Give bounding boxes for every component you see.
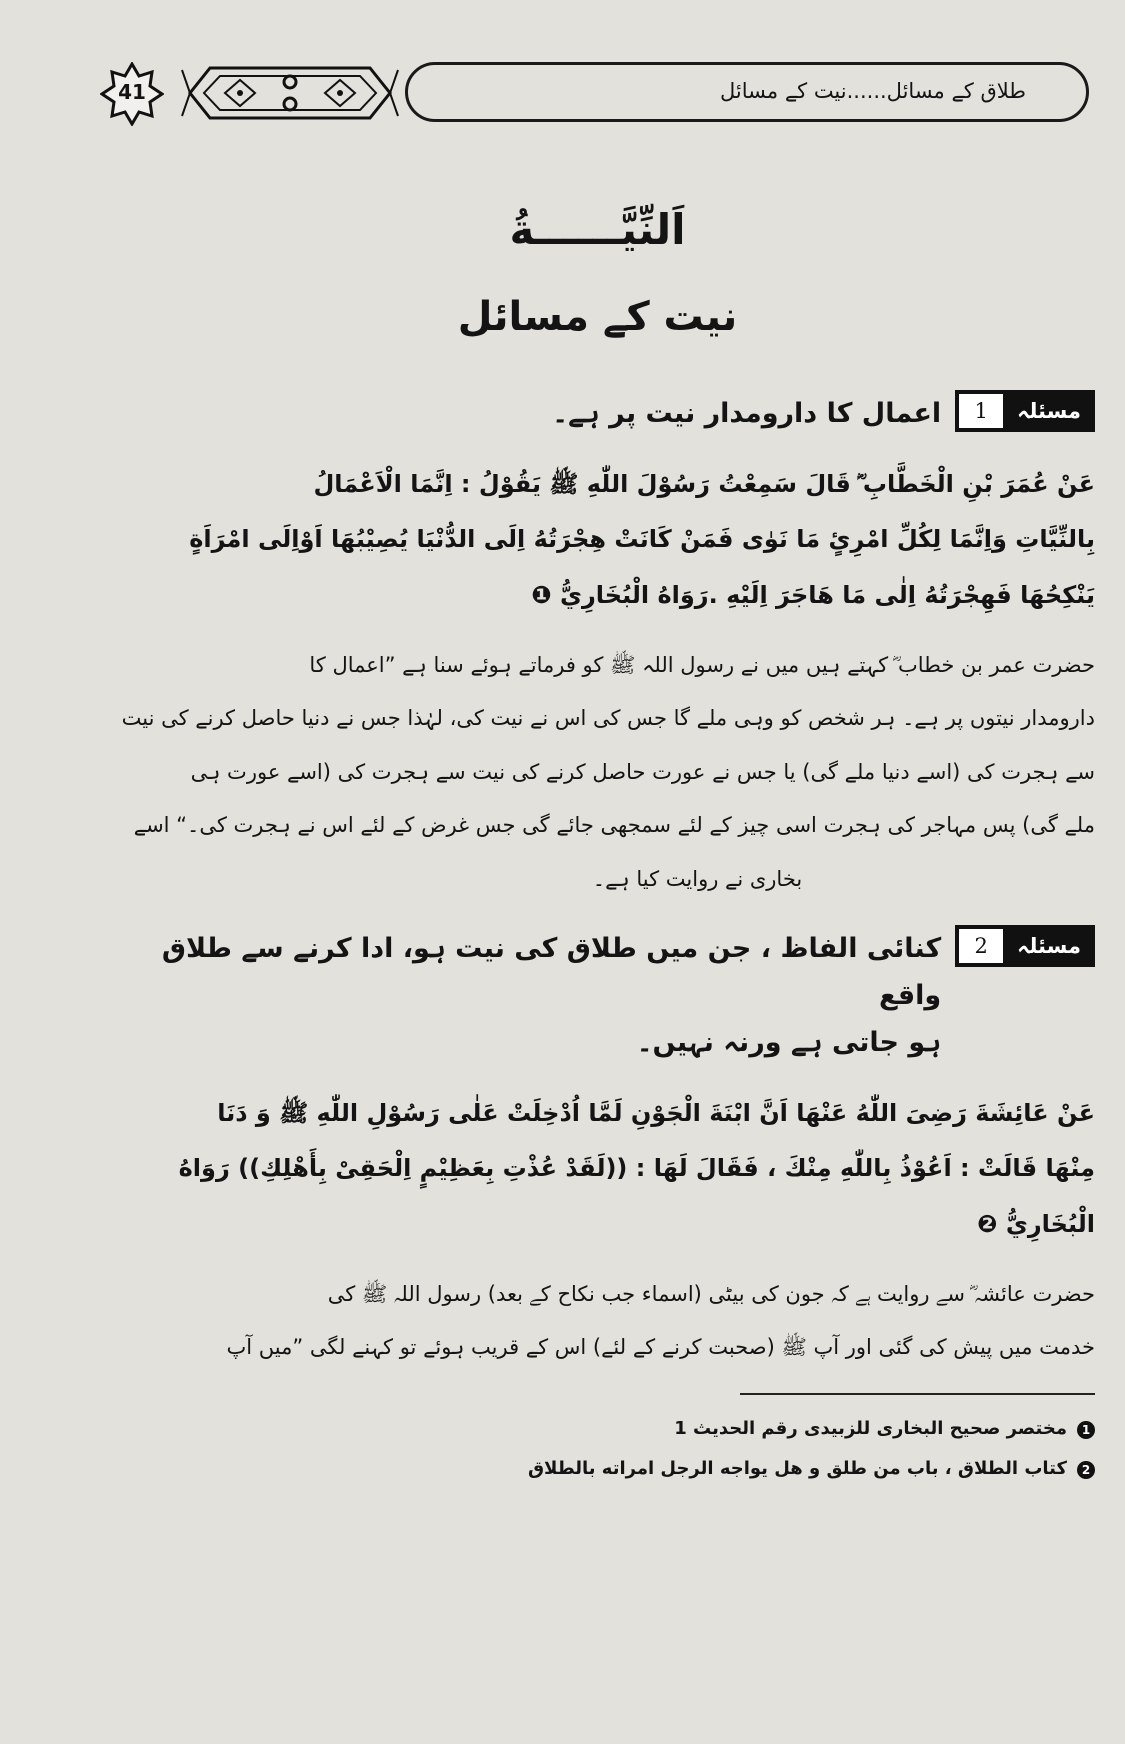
arabic-line: الْبُخَارِيُّ ❷ xyxy=(977,1209,1095,1238)
footnote-marker: 1 xyxy=(1077,1421,1095,1439)
header-ornament-icon xyxy=(180,60,400,126)
urdu-line: خدمت میں پیش کی گئی اور آپ ﷺ (صحبت کرنے کے لئے) اس کے قریب ہوئے تو کہنے لگی ”میں آپ xyxy=(226,1335,1095,1360)
page-header xyxy=(0,0,1125,140)
heading-line: اعمال کا دارومدار نیت پر ہے۔ xyxy=(552,398,942,429)
footnote-1 xyxy=(100,1409,1095,1449)
masala-label: مسئلہ xyxy=(1017,399,1081,423)
section-1-header xyxy=(100,390,1095,437)
section-1-urdu-translation xyxy=(100,639,1095,907)
urdu-line: حضرت عمر بن خطاب ؓ کہتے ہیں میں نے رسول اللہ ﷺ کو فرماتے ہوئے سنا ہے ”اعمال کا xyxy=(309,652,1095,677)
urdu-line: سے ہجرت کی (اسے دنیا ملے گی) یا جس نے عورت حاصل کرنے کی نیت سے ہجرت کی (اسے عورت ہی xyxy=(190,759,1095,784)
urdu-line: دارومدار نیتوں پر ہے۔ ہر شخص کو وہی ملے گا جس کی اس نے نیت کی، لہٰذا جس نے دنیا حاصل کرنے کی نیت xyxy=(121,706,1095,731)
section-2-arabic-hadith xyxy=(100,1086,1095,1252)
running-title-frame xyxy=(405,62,1089,122)
page-number: 41 xyxy=(118,80,146,104)
heading-line: کنائی الفاظ ، جن میں طلاق کی نیت ہو، ادا کرنے سے طلاق واقع xyxy=(161,932,942,1011)
masala-label: مسئلہ xyxy=(1017,933,1081,958)
footnote-2 xyxy=(100,1449,1095,1489)
arabic-line: عَنْ عُمَرَ بْنِ الْخَطَّابِ ؓ قَالَ سَمِعْتُ رَسُوْلَ اللّٰهِ ﷺ يَقُوْلُ : اِنَّمَا الْاَعْمَالُ xyxy=(313,470,1095,499)
masala-number: 2 xyxy=(959,929,1003,963)
urdu-chapter-title: نیت کے مسائل xyxy=(457,294,738,340)
masala-badge-2 xyxy=(955,925,1095,967)
masala-badge-1 xyxy=(955,390,1095,432)
heading-line: ہو جاتی ہے ورنہ نہیں۔ xyxy=(636,1027,942,1059)
urdu-line: بخاری نے روایت کیا ہے۔ xyxy=(592,867,803,891)
page-body xyxy=(100,205,1095,1488)
arabic-line: عَنْ عَائِشَةَ رَضِىَ اللّٰهُ عَنْهَا اَنَّ ابْنَةَ الْجَوْنِ لَمَّا اُدْخِلَتْ عَلٰى رَسُوْلِ اللّٰهِ ﷺ وَ دَنَا xyxy=(217,1099,1095,1128)
arabic-line: مِنْهَا قَالَتْ : اَعُوْذُ بِاللّٰهِ مِنْكَ ، فَقَالَ لَهَا : ((لَقَدْ عُذْتِ بِعَظِيْمٍ اِلْحَقِىْ بِأَهْلِكِ)) رَوَاهُ xyxy=(178,1154,1095,1183)
section-1-heading xyxy=(100,390,941,437)
section-2-urdu-translation xyxy=(100,1268,1095,1375)
urdu-line: ملے گی) پس مہاجر کی ہجرت اسی چیز کے لئے سمجھی جائے گی جس غرض کے لئے اس نے ہجرت کی۔“ اسے xyxy=(133,813,1095,838)
arabic-chapter-title: اَلنِّيَّــــــةُ xyxy=(509,205,686,254)
footnote-divider xyxy=(740,1393,1095,1395)
footnote-text: کتاب الطلاق ، باب من طلق و هل یواجه الرجل امراته بالطلاق xyxy=(527,1457,1067,1479)
urdu-line: حضرت عائشہ ؓ سے روایت ہے کہ جون کی بیٹی (اسماء جب نکاح کے بعد) رسول اللہ ﷺ کی xyxy=(327,1281,1095,1306)
arabic-line: يَنْكِحُهَا فَهِجْرَتُهُ اِلٰى مَا هَاجَرَ اِلَيْهِ .رَوَاهُ الْبُخَارِيُّ ❶ xyxy=(531,580,1095,609)
masala-number: 1 xyxy=(959,394,1003,428)
footnote-text: مختصر صحیح البخاری للزبیدی رقم الحدیث 1 xyxy=(674,1417,1067,1439)
section-1-arabic-hadith xyxy=(100,457,1095,623)
footnote-marker: 2 xyxy=(1077,1461,1095,1479)
running-title: طلاق کے مسائل......نیت کے مسائل xyxy=(720,79,1026,103)
arabic-line: بِالنِّيَّاتِ وَاِنَّمَا لِكُلِّ امْرِئٍ مَا نَوٰى فَمَنْ كَانَتْ هِجْرَتُهُ اِلَى الدُّنْيَا يُصِيْبُهَا اَوْاِلَى امْرَاَةٍ xyxy=(189,525,1095,554)
section-2-heading xyxy=(100,925,941,1067)
section-2-header xyxy=(100,925,1095,1067)
